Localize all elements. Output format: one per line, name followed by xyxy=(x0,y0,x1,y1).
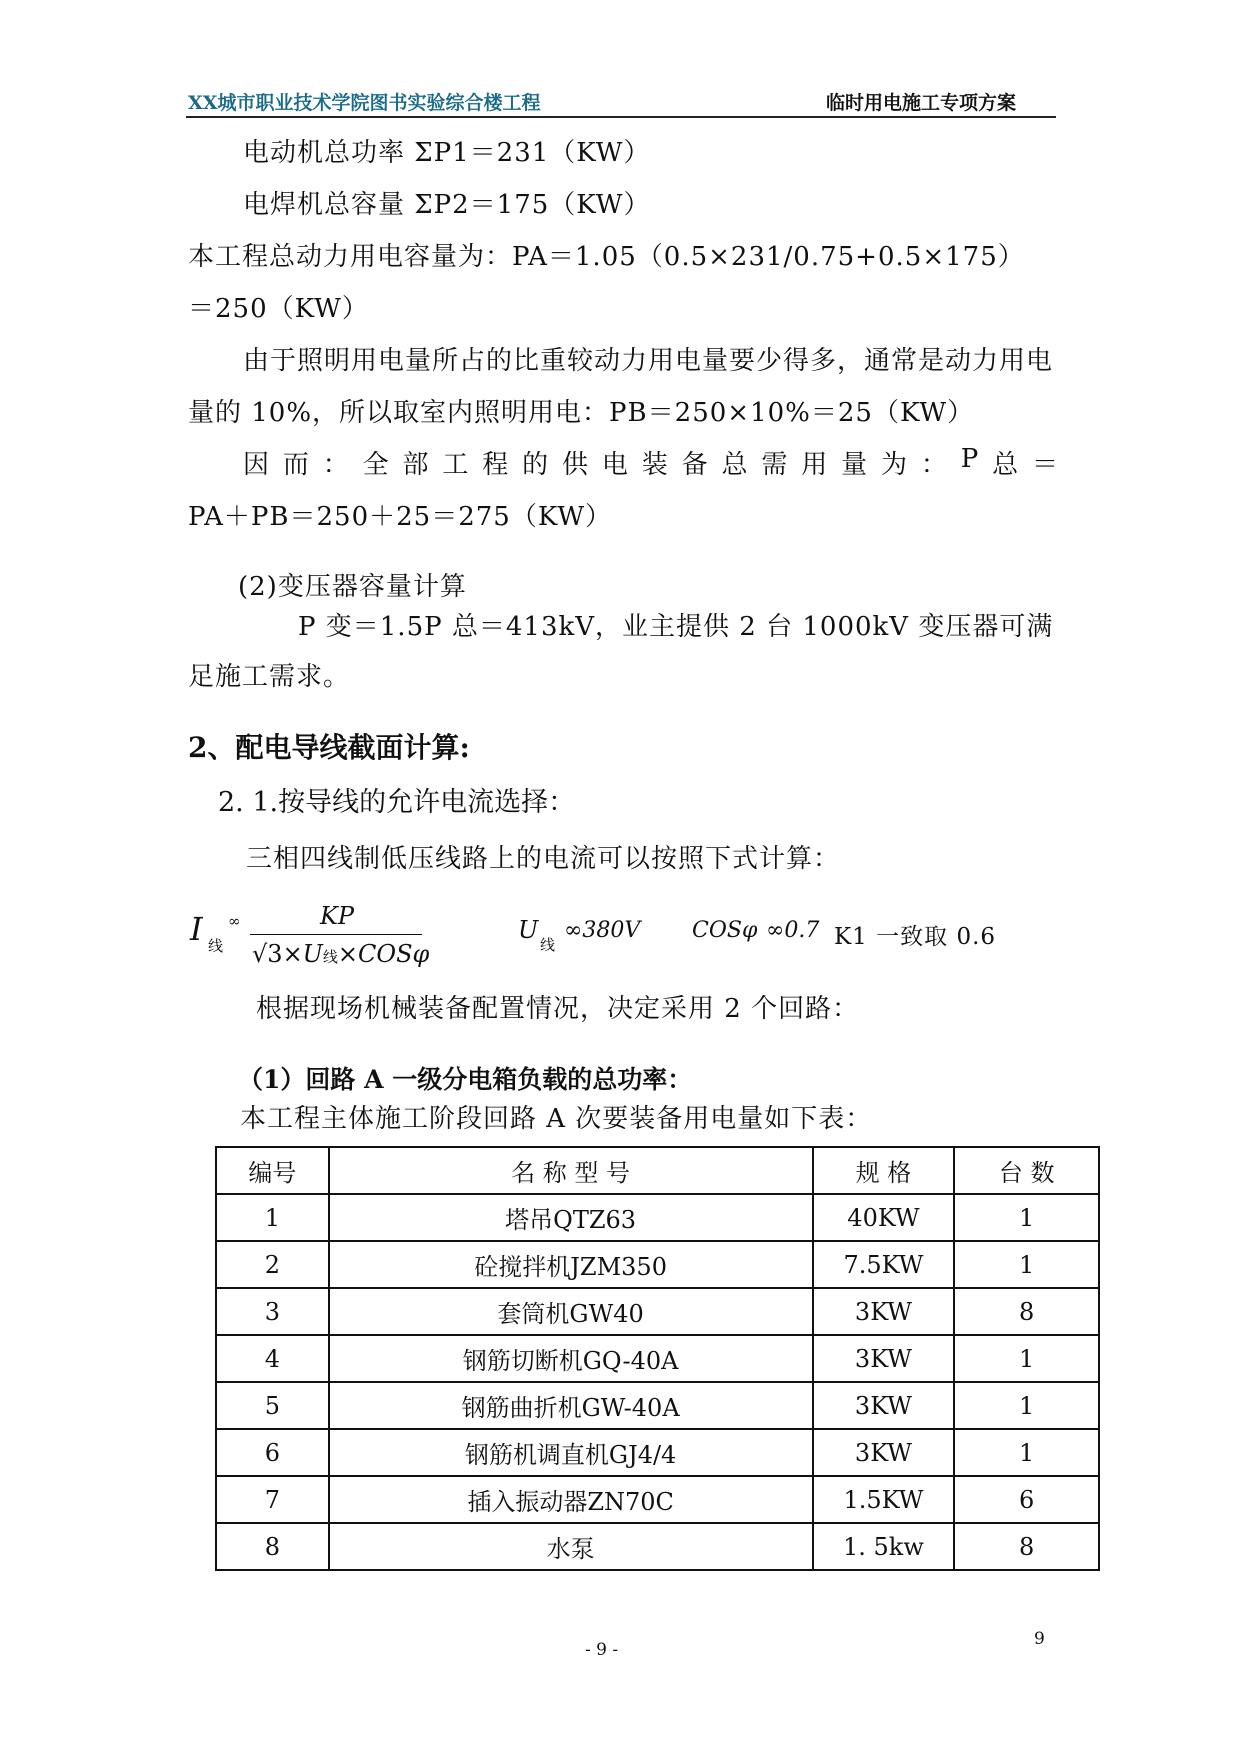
heading-circuit-a: （1）回路 A 一级分电箱负载的总功率： xyxy=(238,1065,693,1094)
formula-U: U xyxy=(518,916,539,944)
formula-numerator: KP xyxy=(320,902,355,930)
table-cell: 1 xyxy=(954,1382,1099,1429)
table-cell: 6 xyxy=(954,1476,1099,1523)
table-cell: 3KW xyxy=(813,1429,955,1476)
word: ： xyxy=(920,450,948,480)
table-cell: 1 xyxy=(216,1194,329,1241)
table-row xyxy=(216,1523,1099,1570)
table-header-cell: 编号 xyxy=(216,1147,329,1194)
table-cell: 40KW xyxy=(813,1194,955,1241)
table-cell: 钢筋切断机GQ-40A xyxy=(329,1335,813,1382)
table-cell: 水泵 xyxy=(329,1523,813,1570)
formula-cos: COSφ xyxy=(692,918,758,943)
table-row xyxy=(216,1335,1099,1382)
word: 而 xyxy=(282,450,310,480)
formula-den-mid: ×U xyxy=(282,940,323,968)
formula-U-sub: 线 xyxy=(540,936,556,954)
table-row xyxy=(216,1429,1099,1476)
table-cell: 3KW xyxy=(813,1335,955,1382)
word: ： xyxy=(322,450,350,480)
paragraph-total-power-result: ＝250（KW） xyxy=(188,294,369,324)
table-row xyxy=(216,1476,1099,1523)
paragraph-circuits: 根据现场机械装备配置情况，决定采用 2 个回路： xyxy=(256,994,860,1024)
header-divider xyxy=(186,116,1056,118)
paragraph-lighting-2: 量的 10%，所以取室内照明用电：PB＝250×10%＝25（KW） xyxy=(188,398,975,428)
table-cell: 4 xyxy=(216,1335,329,1382)
word: 备 xyxy=(681,450,709,480)
formula-eq1: ∞ xyxy=(228,912,241,930)
page-number-center: - 9 - xyxy=(585,1640,619,1660)
formula-cos-value: ∞0.7 xyxy=(766,918,820,943)
table-cell: 钢筋曲折机GW-40A xyxy=(329,1382,813,1429)
page-number-right: 9 xyxy=(1034,1629,1045,1649)
table-cell: 1 xyxy=(954,1429,1099,1476)
word: 部 xyxy=(402,450,430,480)
table-cell: 8 xyxy=(954,1523,1099,1570)
table-header-cell: 台 数 xyxy=(954,1147,1099,1194)
table-cell: 塔吊QTZ63 xyxy=(329,1194,813,1241)
word: 总 xyxy=(721,450,749,480)
word: 量 xyxy=(841,450,869,480)
equipment-table xyxy=(215,1146,1100,1571)
word: 因 xyxy=(243,450,271,480)
table-row xyxy=(216,1382,1099,1429)
table-cell: 3KW xyxy=(813,1288,955,1335)
word: 总 xyxy=(992,450,1020,480)
word: 供 xyxy=(562,450,590,480)
paragraph-lighting-1: 由于照明用电量所占的比重较动力用电量要少得多，通常是动力用电 xyxy=(243,346,1054,376)
word: 的 xyxy=(522,450,550,480)
table-cell: 1 xyxy=(954,1335,1099,1382)
header-doc-title: 临时用电施工专项方案 xyxy=(826,92,1017,114)
word: P xyxy=(960,444,980,474)
word: 需 xyxy=(761,450,789,480)
paragraph-total-demand xyxy=(243,444,1059,481)
paragraph-transformer-2: 足施工需求。 xyxy=(188,662,351,692)
formula-U-value: ∞380V xyxy=(564,918,641,943)
word: 程 xyxy=(482,450,510,480)
table-cell: 砼搅拌机JZM350 xyxy=(329,1241,813,1288)
heading-wire-section: 2、配电导线截面计算: xyxy=(188,731,470,764)
table-cell: 2 xyxy=(216,1241,329,1288)
paragraph-total-power: 本工程总动力用电容量为：PA＝1.05（0.5×231/0.75+0.5×175） xyxy=(188,242,1025,272)
word: 为 xyxy=(881,450,909,480)
paragraph-table-intro: 本工程主体施工阶段回路 A 次要装备用电量如下表： xyxy=(240,1104,873,1134)
table-header-cell: 规 格 xyxy=(813,1147,955,1194)
paragraph-formula-intro: 三相四线制低压线路上的电流可以按照下式计算： xyxy=(246,844,841,874)
table-header-cell: 名 称 型 号 xyxy=(329,1147,813,1194)
paragraph-motor-power: 电动机总功率 ΣP1＝231（KW） xyxy=(243,138,651,168)
word: 工 xyxy=(442,450,470,480)
table-cell: 6 xyxy=(216,1429,329,1476)
table-cell: 7.5KW xyxy=(813,1241,955,1288)
table-row xyxy=(216,1241,1099,1288)
formula-I: I xyxy=(190,910,203,948)
paragraph-transformer-1: P 变＝1.5P 总＝413kV，业主提供 2 台 1000kV 变压器可满 xyxy=(298,612,1054,642)
paragraph-total-demand-result: PA＋PB＝250＋25＝275（KW） xyxy=(188,502,613,532)
table-cell: 1. 5kw xyxy=(813,1523,955,1570)
word: ＝ xyxy=(1031,450,1059,480)
table-header-row xyxy=(216,1147,1099,1194)
table-cell: 钢筋机调直机GJ4/4 xyxy=(329,1429,813,1476)
table-row xyxy=(216,1288,1099,1335)
heading-current-selection: 2. 1.按导线的允许电流选择： xyxy=(218,787,576,818)
formula-sqrt: √3 xyxy=(252,940,283,968)
word: 装 xyxy=(641,450,669,480)
table-cell: 8 xyxy=(954,1288,1099,1335)
table-cell: 8 xyxy=(216,1523,329,1570)
table-row xyxy=(216,1194,1099,1241)
header-project-title: XX城市职业技术学院图书实验综合楼工程 xyxy=(188,92,541,114)
table-cell: 1.5KW xyxy=(813,1476,955,1523)
table-cell: 套筒机GW40 xyxy=(329,1288,813,1335)
formula-fraction-bar xyxy=(250,934,422,935)
table-cell: 1 xyxy=(954,1194,1099,1241)
formula-I-sub: 线 xyxy=(208,937,224,955)
section-transformer-title: (2)变压器容量计算 xyxy=(238,572,467,602)
table-cell: 插入振动器ZN70C xyxy=(329,1476,813,1523)
table-cell: 5 xyxy=(216,1382,329,1429)
formula-den-sub: 线 xyxy=(322,948,338,966)
word: 电 xyxy=(601,450,629,480)
word: 用 xyxy=(801,450,829,480)
table-cell: 7 xyxy=(216,1476,329,1523)
formula-k-note: K1 一致取 0.6 xyxy=(834,924,997,950)
table-cell: 3 xyxy=(216,1288,329,1335)
word: 全 xyxy=(362,450,390,480)
formula-den-end: ×COSφ xyxy=(337,940,430,968)
paragraph-welder-capacity: 电焊机总容量 ΣP2＝175（KW） xyxy=(243,190,651,220)
table-cell: 3KW xyxy=(813,1382,955,1429)
table-cell: 1 xyxy=(954,1241,1099,1288)
formula-denominator xyxy=(252,940,429,968)
